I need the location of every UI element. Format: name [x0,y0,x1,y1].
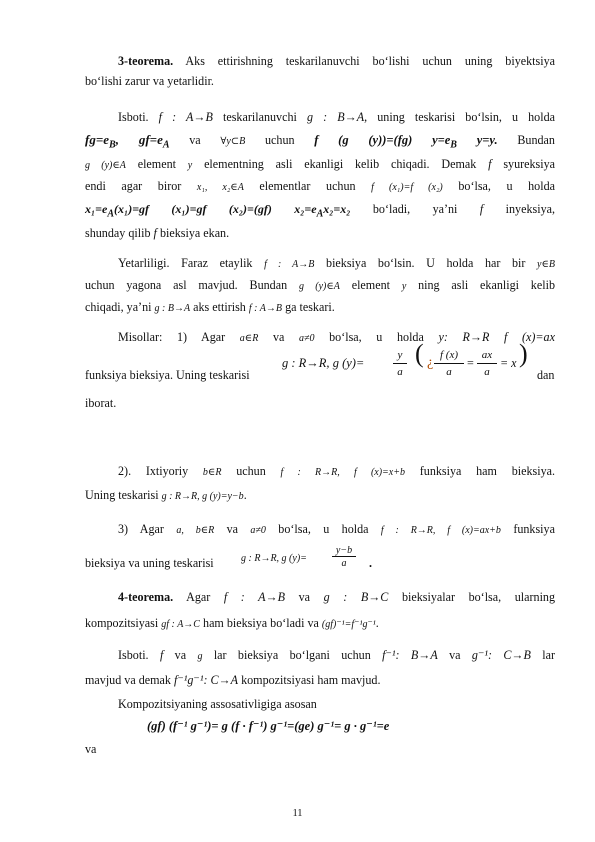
proof-4-line-2 [85,671,555,689]
eq-part: , gf=e [115,132,163,147]
text: inyeksiya, [505,202,556,216]
frac-den: a [341,558,347,569]
text: bieksiyalar bo‘lsa, ularning [401,590,556,604]
text: va [298,590,311,604]
eq-part: (x₁)=gf (x₁)=gf (x₂)=(gf) x₂=e [114,202,317,216]
frac-den: a [484,366,490,378]
text: bieksiya bo‘lsin. U holda har bir [326,256,526,270]
math-x12: x₁, x₂∈A [196,182,244,193]
math-eq1 [85,132,170,151]
text: ham bieksiya bo‘ladi va [203,616,319,630]
math-fx: f (x)=ax [503,330,555,344]
math-f-map: f : R→R, f (x)=x+b [280,467,405,478]
math-br: b∈R [202,467,222,478]
text: element [351,278,390,292]
theorem-3-line-2: bo‘lishi zarur va yetarlidir. [85,74,214,88]
text: shunday qilib [85,226,151,240]
eq-sub: B [109,139,116,151]
eq-sub: B [450,139,457,151]
glyph: ¿ [427,355,434,370]
text: Misollar: 1) Agar [118,330,226,344]
math-y: y [401,281,407,292]
math-f-map: f : R→R, f (x)=ax+b [380,525,501,536]
math-abr: a, b∈R [176,525,215,536]
math-f: f [159,648,164,662]
eq-part: fg=e [85,132,110,147]
math-inverse-identity: (gf)⁻¹=f⁻¹g⁻¹ [321,619,376,630]
math-f-inverse: f⁻¹: B→A [382,648,438,662]
text: Bundan [517,133,555,147]
example-2-line-1 [85,462,555,482]
text: uchun [236,464,266,478]
math-g-map: g : R→R, g (y)=y−b [161,491,244,502]
proof-line-2 [85,131,555,155]
example-1-line-1 [85,328,555,348]
math-f-map: f : A→B [264,259,315,270]
text: teskarilanuvchi [223,110,297,124]
math-g: g [197,651,203,662]
proof-4-line-3: Kompozitsiyaning assosativligiga asosan [118,697,317,711]
frac-den: a [446,366,452,378]
theorem-3-line-1 [85,52,555,70]
text: chiqadi, ya’ni [85,300,152,314]
text: elementning asli ekanligi kelib chiqadi. Demak [204,157,477,171]
text: 3) Agar [118,522,164,536]
text: element [137,157,176,171]
math-f-map: f : A→B [223,590,286,604]
math-g-map: g : B→A, [306,110,368,124]
math-forall: ∀y⊂B [220,136,246,147]
math-g-map: g : R→R, g (y)= [241,553,307,564]
math-gy: g (y)∈A [85,160,126,171]
text: endi agar biror [85,179,182,193]
math-gy: g (y)∈A [298,281,340,292]
text: funksiya bieksiya. Uning teskarisi [85,368,250,382]
text: uchun yagona asl mavjud. Bundan [85,278,288,292]
text: bo‘lsa, u holda [278,522,369,536]
text: kompozitsiyasi [85,616,159,630]
theorem-4-line-1 [85,588,555,606]
text: uchun [264,133,295,147]
math-f: f [153,226,157,240]
proof-line-4 [85,177,555,197]
text: mavjud va demak [85,673,171,687]
frac-num: ax [481,349,493,361]
text: 2). Ixtiyoriy [118,464,189,478]
text: va [174,648,187,662]
eq-part: y=y. [456,133,498,147]
math-f: f [488,157,492,171]
sufficiency-line-2 [85,276,555,296]
text: uning teskarisi bo‘lsin, u holda [377,110,555,124]
eq-part: g : R→R, [282,356,330,370]
text: elementlar uchun [259,179,356,193]
math-assoc-equation: (gf) (f⁻¹ g⁻¹)= g (f · f⁻¹) g⁻¹=(ge) g⁻¹= g · g⁻¹=e [147,719,390,733]
text: Agar [186,590,211,604]
math-eq3 [85,202,351,220]
eq-part: g (y)= [332,356,365,370]
theorem-4-heading: 4-teorema. [118,590,174,604]
example-3-line-1 [85,520,555,540]
text: va [449,648,461,662]
text: dan [537,368,555,382]
frac-num: f (x) [439,349,458,361]
text: Yetarliligi. Faraz etaylik [118,256,253,270]
text: va [226,522,239,536]
frac-num: y [397,349,403,361]
text: va [272,330,285,344]
proof-line-1 [85,108,555,126]
sufficiency-line-1 [85,254,555,274]
eq-part: x₁=e [85,202,108,216]
frac-den: a [397,366,403,378]
math-a0: a≠0 [298,333,315,344]
math-a0: a≠0 [250,525,266,536]
text: lar [542,648,556,662]
math-g-map: g : B→A [154,303,191,314]
math-y: y [187,160,193,171]
text: bo‘lsa, u holda [329,330,424,344]
math-g-inverse [282,354,364,372]
eq-sub: A [107,208,115,220]
paren: ) [519,339,528,368]
text: va [189,133,201,147]
math-composition: f⁻¹g⁻¹: C→A [174,673,239,687]
math-f-map: f : A→B [158,110,213,124]
math-g-inverse: g⁻¹: C→B [471,648,531,662]
math-gf-map: gf : A→C [161,619,200,630]
text: . [243,488,247,502]
text: kompozitsiyasi ham mavjud. [241,673,381,687]
math-eq2 [314,133,498,151]
proof-line-6 [85,224,555,242]
paren: ( [415,339,424,368]
text: Uning teskarisi [85,488,159,502]
eq-part: f (g (y))=(fg) y=e [314,133,451,147]
eq-part: = x [500,356,517,370]
math-yb: y∈B [537,259,555,270]
proof-line-3 [85,155,555,175]
proof-label: Isboti. [118,110,149,124]
text: funksiya [513,522,555,536]
text: . [375,616,379,630]
theorem-4-line-2 [85,614,555,634]
text: syureksiya [503,157,556,171]
eq-sub: A [162,139,170,151]
math-y-map: y: R→R [438,330,490,344]
math-f: f [479,202,484,216]
theorem-3-text: Aks ettirishning teskarilanuvchi bo‘lishi uchun uning biyektsiya [185,54,555,68]
text: Isboti. [118,648,149,662]
example-1-line-2 [85,339,555,392]
proof-4-equation [85,717,555,735]
math-ar: a∈R [239,333,259,344]
text: bo‘ladi, ya’ni [372,202,458,216]
example-1-line-3: iborat. [85,396,117,410]
example-3-line-2 [85,545,555,574]
text: ning asli ekanligi kelib [418,278,555,292]
text: lar bieksiya bo‘lgani uchun [213,648,371,662]
text: funksiya ham bieksiya. [419,464,556,478]
theorem-3-heading: 3-teorema. [118,54,174,68]
sufficiency-line-3 [85,298,555,318]
proof-line-5 [85,200,555,223]
eq-sub: A [316,208,324,220]
proof-4-line-1 [85,646,555,666]
math-g-map: g : B→C [323,590,389,604]
text: ga teskari. [285,300,335,314]
math-fx-equal: f (x₁)=f (x₂) [371,182,443,193]
math-f-map: f : A→B [248,303,283,314]
page-number: 11 [292,808,303,819]
eq-part: x₂=x₂ [323,202,351,216]
example-2-line-2 [85,486,555,506]
text: bo‘lsa, u holda [458,179,556,193]
text: . [369,556,373,570]
frac-num: y−b [335,545,353,556]
proof-4-line-5: va [85,742,97,756]
text: aks ettirish [193,300,246,314]
text: bieksiya va uning teskarisi [85,556,214,570]
text: bieksiya ekan. [159,226,230,240]
eq-sign: = [467,356,474,370]
